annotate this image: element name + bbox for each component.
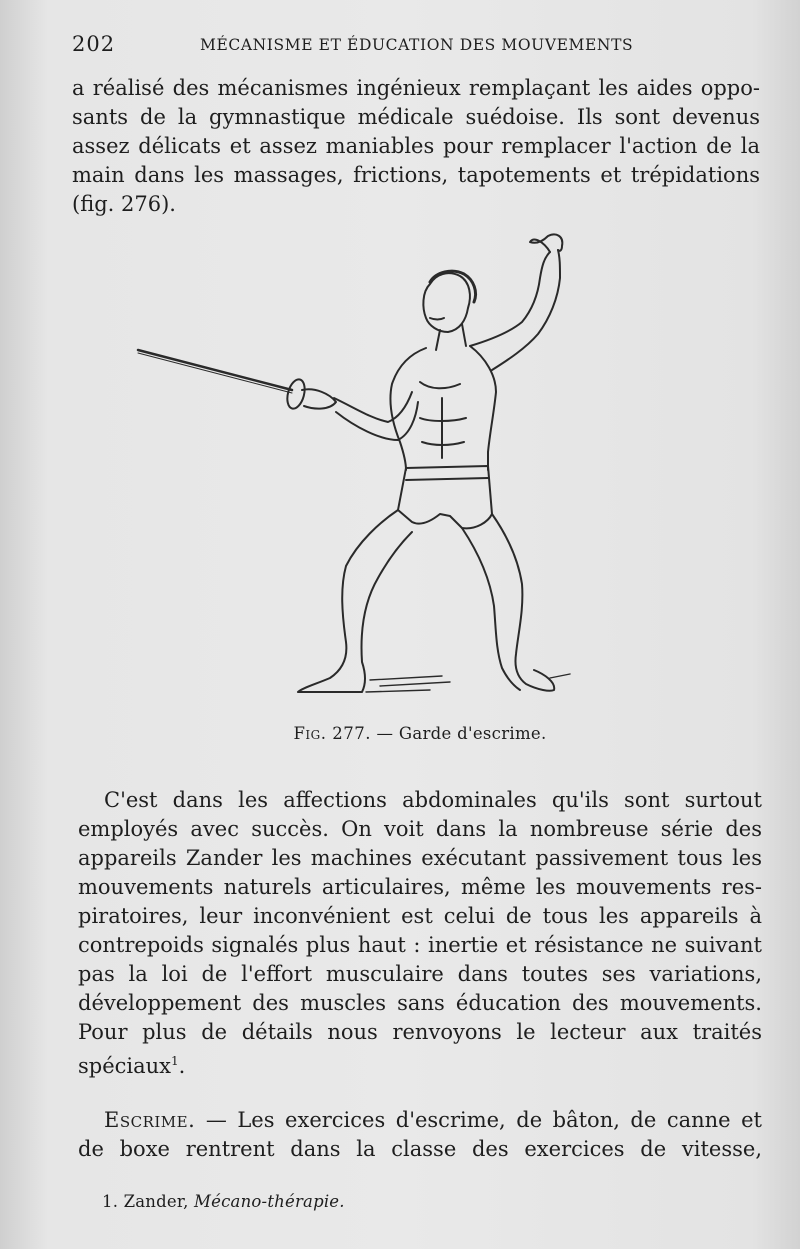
figure-number: Fig. 277. [293, 724, 371, 743]
paragraph-line [78, 1106, 762, 1135]
footnote-title: Mécano-thérapie. [194, 1192, 345, 1211]
page-number: 202 [72, 32, 116, 56]
paragraph-line: main dans les massages, frictions, tapotements et trépidations [72, 163, 760, 187]
paragraph-line: pas la loi de l'effort musculaire dans toutes ses variations, [78, 962, 762, 986]
footnote-reference: 1 [171, 1054, 179, 1068]
paragraph-last-line [78, 1047, 762, 1081]
paragraph-line: mouvements naturels articulaires, même les mouvements res- [78, 875, 762, 899]
footnote-author: Zander, [123, 1192, 189, 1211]
paragraph-line: (fig. 276). [72, 192, 176, 216]
paragraph-line: Pour plus de détails nous renvoyons le lecteur aux traités [78, 1020, 762, 1044]
fencer-illustration [130, 222, 600, 702]
caption-dash: — [376, 724, 394, 743]
last-line-end: . [178, 1054, 186, 1078]
paragraph-line: C'est dans les affections abdominales qu'ils sont surtout [104, 788, 762, 812]
heading-continuation: — Les exercices d'escrime, de bâton, de canne et [195, 1108, 762, 1132]
paragraph-line: piratoires, leur inconvénient est celui de tous les appareils à [78, 904, 762, 928]
page-header [72, 28, 762, 58]
section-heading: Escrime. [104, 1108, 196, 1132]
paragraph-line: développement des muscles sans éducation des mouvements. [78, 991, 762, 1015]
footnote-number: 1. [102, 1192, 119, 1211]
paragraph-2 [78, 786, 762, 1081]
paragraph-line: appareils Zander les machines exécutant passivement tous les [78, 846, 762, 870]
paragraph-line: contrepoids signalés plus haut : inertie et résistance ne suivant [78, 933, 762, 957]
last-line-text: spéciaux [78, 1054, 172, 1078]
paragraph-line: employés avec succès. On voit dans la nombreuse série des [78, 817, 762, 841]
fencer-drawing [130, 222, 600, 702]
running-title: MÉCANISME ET ÉDUCATION DES MOUVEMENTS [200, 36, 634, 54]
figure-caption [0, 724, 800, 743]
paragraph-1 [72, 74, 760, 219]
paragraph-line: de boxe rentrent dans la classe des exercices de vitesse, [78, 1137, 762, 1161]
paragraph-line: sants de la gymnastique médicale suédoise. Ils sont devenus [72, 105, 760, 129]
paragraph-line: a réalisé des mécanismes ingénieux remplaçant les aides oppo- [72, 76, 760, 100]
paragraph-3 [78, 1106, 762, 1164]
footnote [102, 1192, 345, 1211]
caption-text: Garde d'escrime. [398, 724, 547, 743]
paragraph-line: assez délicats et assez maniables pour remplacer l'action de la [72, 134, 760, 158]
